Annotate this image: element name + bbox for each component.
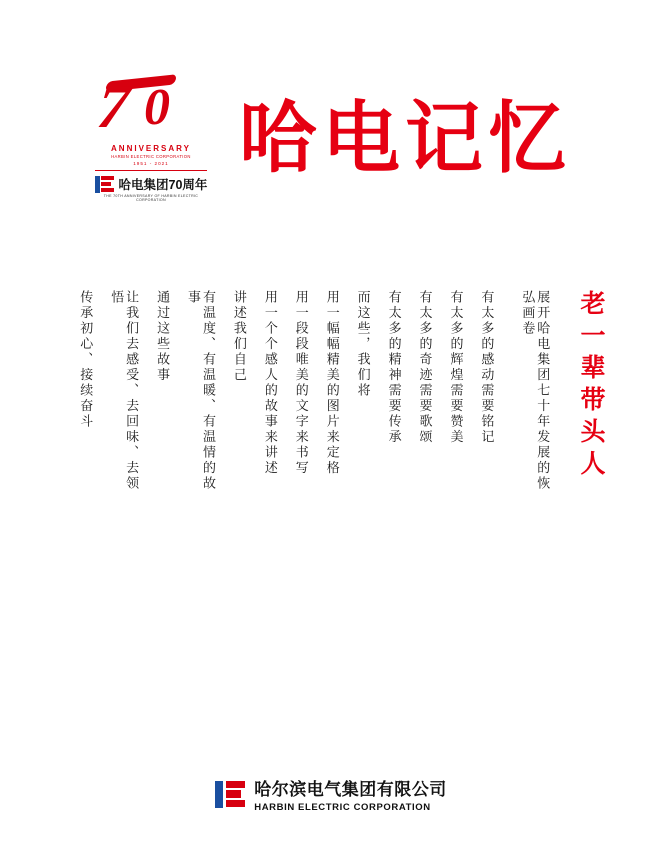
poem-line: 有太多的辉煌需要赞美 <box>448 290 464 445</box>
he-logo-icon <box>215 781 245 808</box>
logo-brand-row <box>95 175 208 193</box>
poem-line: 传承初心、接续奋斗 <box>78 290 94 430</box>
anniversary-company-label: HARBIN ELECTRIC CORPORATION <box>111 153 191 159</box>
poem-line: 展开哈电集团七十年发展的恢弘画卷 <box>520 290 551 492</box>
logo-brand-cn: 哈电集团70周年 <box>118 178 208 192</box>
he-logo-icon <box>95 176 114 193</box>
poem-line: 有温度、有温暖、有温情的故事 <box>186 290 216 492</box>
logo-digit-seven: 7 <box>94 73 133 141</box>
logo-brand-en: THE 70TH ANNIVERSARY OF HARBIN ELECTRIC CORPORATION <box>103 194 199 202</box>
poem-line: 用一段段唯美的文字来书写 <box>293 290 309 476</box>
footer-company-block <box>254 775 447 813</box>
poem-line: 有太多的精神需要传承 <box>386 290 402 445</box>
poem-line: 有太多的奇迹需要歌颂 <box>417 290 433 445</box>
poem-line: 用一个个感人的故事来讲述 <box>262 290 278 476</box>
poem-line: 让我们去感受、去回味、去领悟 <box>109 290 140 492</box>
poem-headline: 老一辈带头人 <box>577 290 604 482</box>
poem-line: 用一幅幅精美的图片来定格 <box>324 290 340 476</box>
logo-digit-zero: 0 <box>143 79 170 136</box>
vertical-text-block <box>0 290 662 500</box>
anniversary-label: ANNIVERSARY <box>111 143 191 153</box>
anniversary-logo <box>91 73 211 202</box>
poem-line: 讲述我们自己 <box>231 290 247 383</box>
anniversary-years: 1951 - 2021 <box>133 160 169 166</box>
poster-header <box>0 74 662 204</box>
poem-line: 通过这些故事 <box>155 290 171 383</box>
footer-company-cn: 哈尔滨电气集团有限公司 <box>254 780 447 799</box>
footer-company-en: HARBIN ELECTRIC CORPORATION <box>254 802 431 813</box>
seventy-brush-graphic <box>92 73 210 142</box>
poster-footer <box>0 775 662 813</box>
logo-divider <box>95 170 207 171</box>
poem-line: 有太多的感动需要铭记 <box>479 290 495 445</box>
poem-line: 而这些，我们将 <box>355 290 371 399</box>
page-title: 哈电记忆 <box>238 95 571 182</box>
